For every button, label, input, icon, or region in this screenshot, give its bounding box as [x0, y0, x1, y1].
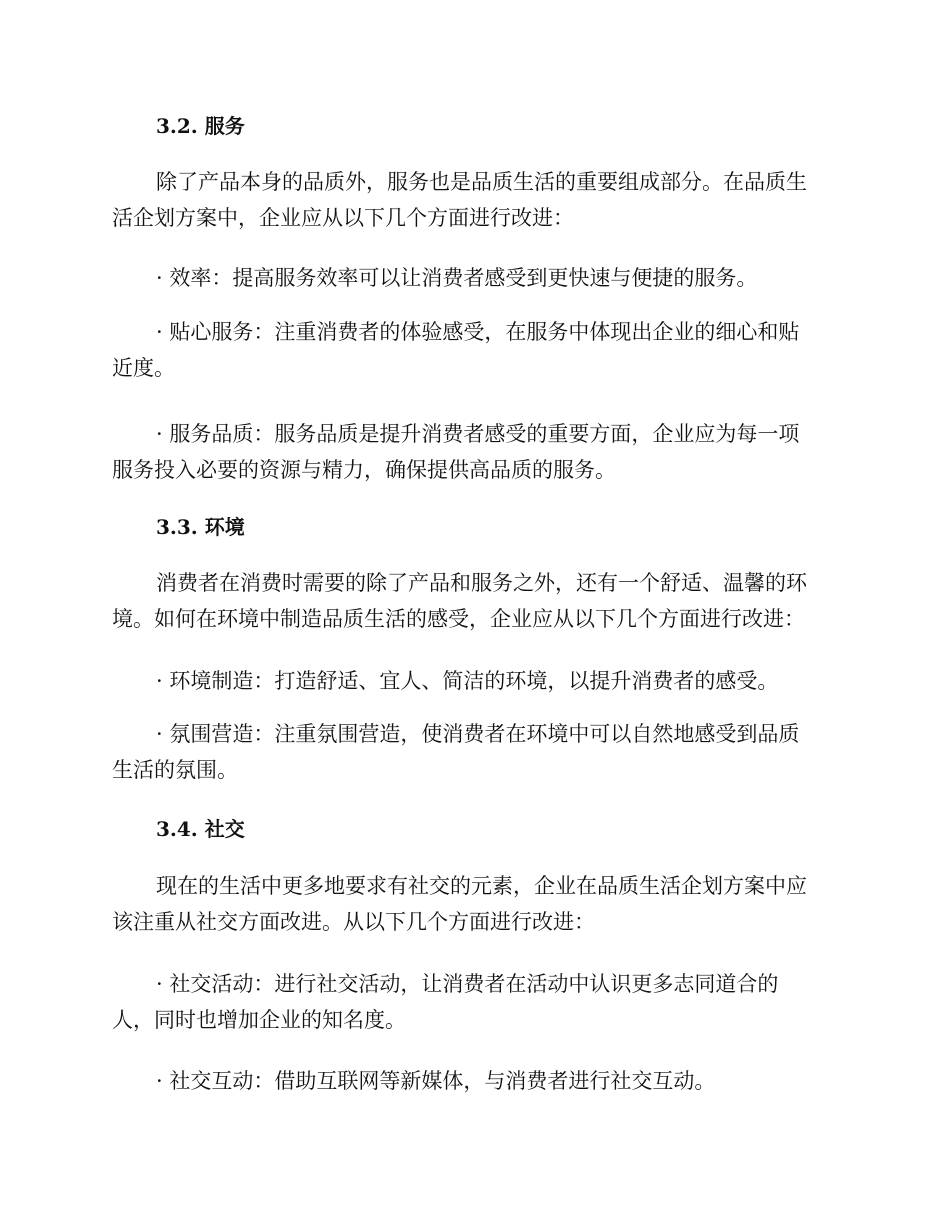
bullet-social-activities — [112, 966, 832, 1038]
text-line: · 效率：提高服务效率可以让消费者感受到更快速与便捷的服务。 — [156, 266, 758, 290]
bullet-social-interaction — [112, 1063, 832, 1099]
text-line: · 氛围营造：注重氛围营造，使消费者在环境中可以自然地感受到品质 — [156, 722, 800, 746]
text-line: · 服务品质：服务品质是提升消费者感受的重要方面，企业应为每一项 — [156, 422, 800, 446]
text-line: 活企划方案中，企业应从以下几个方面进行改进： — [112, 206, 574, 230]
text-line: 消费者在消费时需要的除了产品和服务之外，还有一个舒适、温馨的环 — [156, 571, 807, 595]
paragraph-social-intro — [112, 868, 832, 940]
text-line: 现在的生活中更多地要求有社交的元素，企业在品质生活企划方案中应 — [156, 874, 807, 898]
text-line: 该注重从社交方面改进。从以下几个方面进行改进： — [112, 910, 595, 934]
text-line: 服务投入必要的资源与精力，确保提供高品质的服务。 — [112, 458, 616, 482]
bullet-attentive-service — [112, 314, 832, 386]
section-heading-environment: 3.3. 环境 — [156, 515, 245, 539]
section-heading-service: 3.2. 服务 — [156, 114, 245, 138]
paragraph-service-intro — [112, 164, 832, 236]
text-line: 境。如何在环境中制造品质生活的感受，企业应从以下几个方面进行改进： — [112, 607, 805, 631]
bullet-efficiency — [112, 260, 832, 296]
text-line: 近度。 — [112, 356, 175, 380]
text-line: 人，同时也增加企业的知名度。 — [112, 1008, 406, 1032]
text-line: 除了产品本身的品质外，服务也是品质生活的重要组成部分。在品质生 — [156, 170, 807, 194]
text-line: 生活的氛围。 — [112, 758, 238, 782]
bullet-environment-creation — [112, 663, 832, 699]
text-line: · 环境制造：打造舒适、宜人、简洁的环境，以提升消费者的感受。 — [156, 669, 779, 693]
text-line: · 社交活动：进行社交活动，让消费者在活动中认识更多志同道合的 — [156, 972, 779, 996]
text-line: · 社交互动：借助互联网等新媒体，与消费者进行社交互动。 — [156, 1069, 716, 1093]
section-heading-social: 3.4. 社交 — [156, 817, 245, 841]
bullet-atmosphere — [112, 716, 832, 788]
paragraph-environment-intro — [112, 565, 832, 637]
bullet-service-quality — [112, 416, 832, 488]
text-line: · 贴心服务：注重消费者的体验感受，在服务中体现出企业的细心和贴 — [156, 320, 800, 344]
